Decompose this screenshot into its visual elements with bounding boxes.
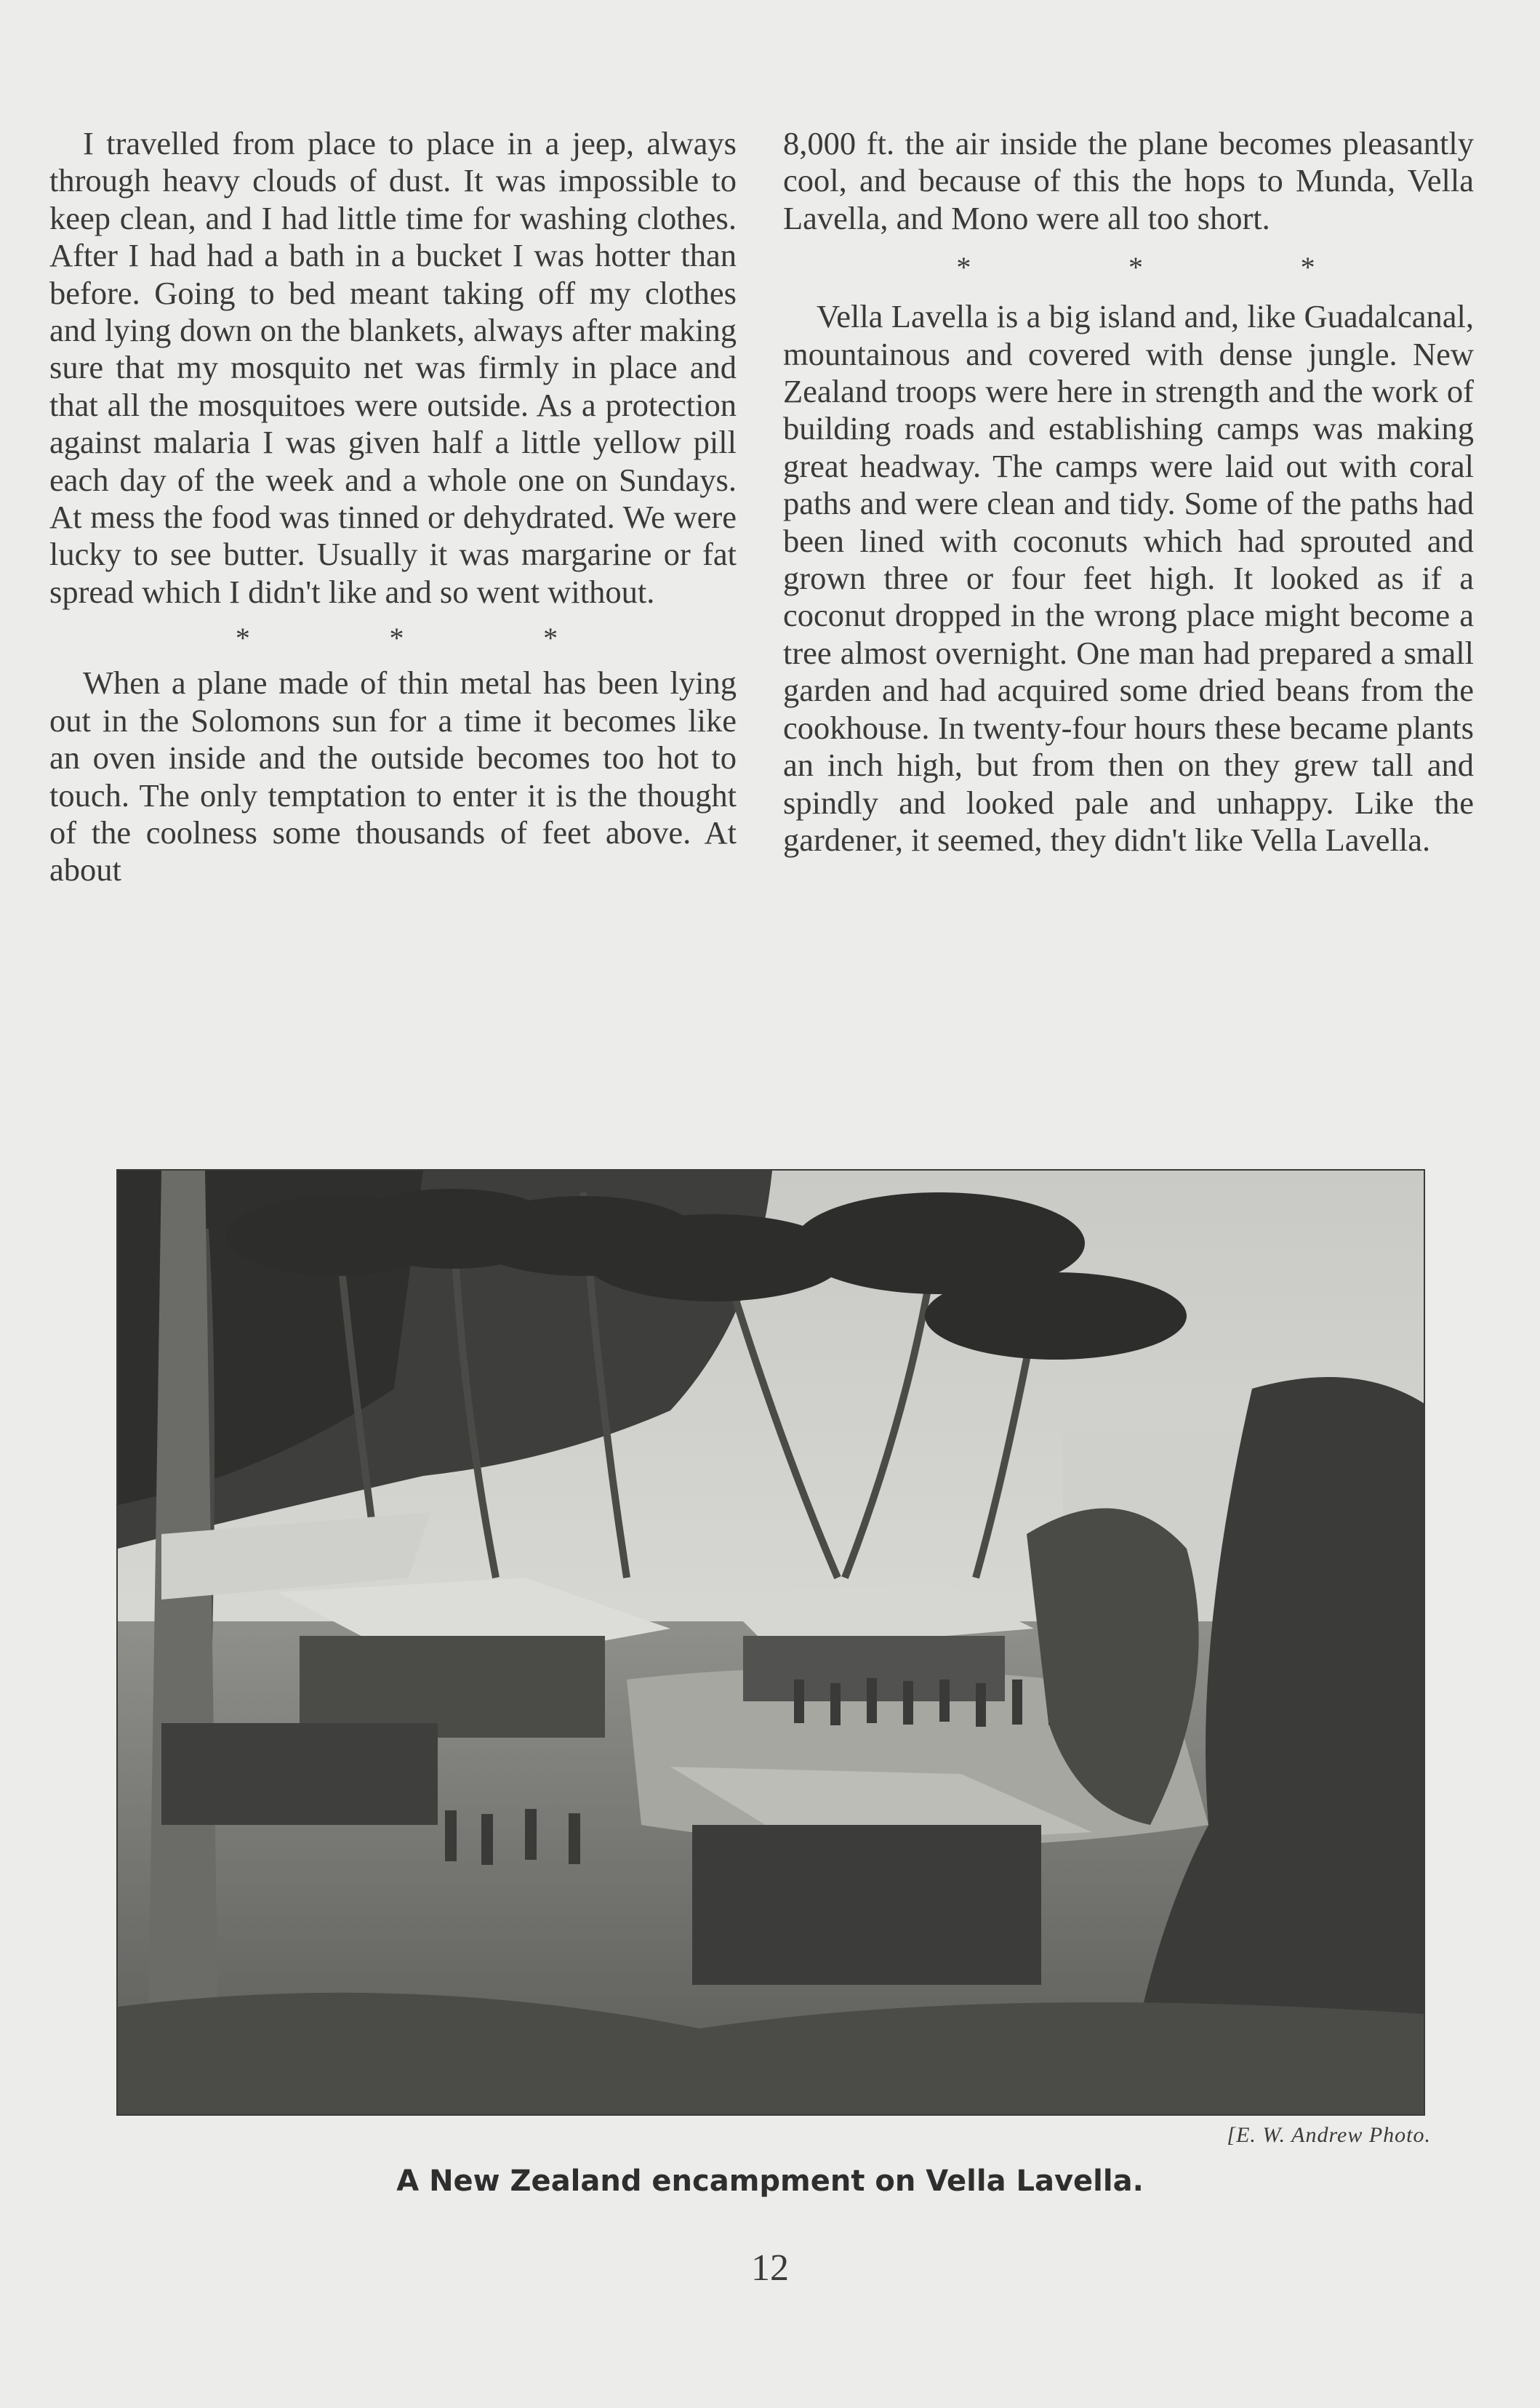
section-separator xyxy=(49,611,737,665)
paragraph: When a plane made of thin metal has been lying out in the Solomons sun for a time it becomes like an oven inside and the outside becomes too hot to touch. The only temptation to enter it is the thought of the coolness some thousands of feet above. At about xyxy=(49,665,737,888)
right-column xyxy=(783,125,1474,859)
separator-star: * xyxy=(389,622,404,655)
encampment-photo xyxy=(116,1169,1425,2116)
separator-star: * xyxy=(956,251,971,284)
paragraph: 8,000 ft. the air inside the plane becomes pleasantly cool, and because of this the hops to Munda, Vella Lavella, and Mono were all too short. xyxy=(783,125,1474,236)
paragraph: I travelled from place to place in a jeep, always through heavy clouds of dust. It was impossible to keep clean, and I had little time for washing clothes. After I had had a bath in a bucket I was hotter than before. Going to bed meant taking off my clothes and lying down on the blankets, always after making sure that my mosquito net was firmly in place and that all the mosquitoes were outside. As a protection against malaria I was given half a little yellow pill each day of the week and a whole one on Sundays. At mess the food was tinned or dehydrated. We were lucky to see butter. Usually it was margarine or fat spread which I didn't like and so went without. xyxy=(49,125,737,610)
photo-credit: [E. W. Andrew Photo. xyxy=(1227,2123,1431,2147)
section-separator xyxy=(783,237,1474,298)
page-number: 12 xyxy=(751,2247,789,2289)
separator-star: * xyxy=(543,622,558,655)
photo-illustration xyxy=(118,1171,1424,2114)
separator-star: * xyxy=(1300,251,1315,284)
separator-star: * xyxy=(1128,251,1143,284)
photo-caption: A New Zealand encampment on Vella Lavella. xyxy=(396,2164,1144,2198)
separator-star: * xyxy=(235,622,250,655)
left-column xyxy=(49,125,737,889)
paragraph: Vella Lavella is a big island and, like Guadalcanal, mountainous and covered with dense jungle. New Zealand troops were here in strength and the work of building roads and establishing camps was making great headway. The camps were laid out with coral paths and were clean and tidy. Some of the paths had been lined with coconuts which had sprouted and grown three or four feet high. It looked as if a coconut dropped in the wrong place might become a tree almost overnight. One man had prepared a small garden and had acquired some dried beans from the cookhouse. In twenty-four hours these became plants an inch high, but from then on they grew tall and spindly and looked pale and unhappy. Like the gardener, it seemed, they didn't like Vella Lavella. xyxy=(783,298,1474,858)
